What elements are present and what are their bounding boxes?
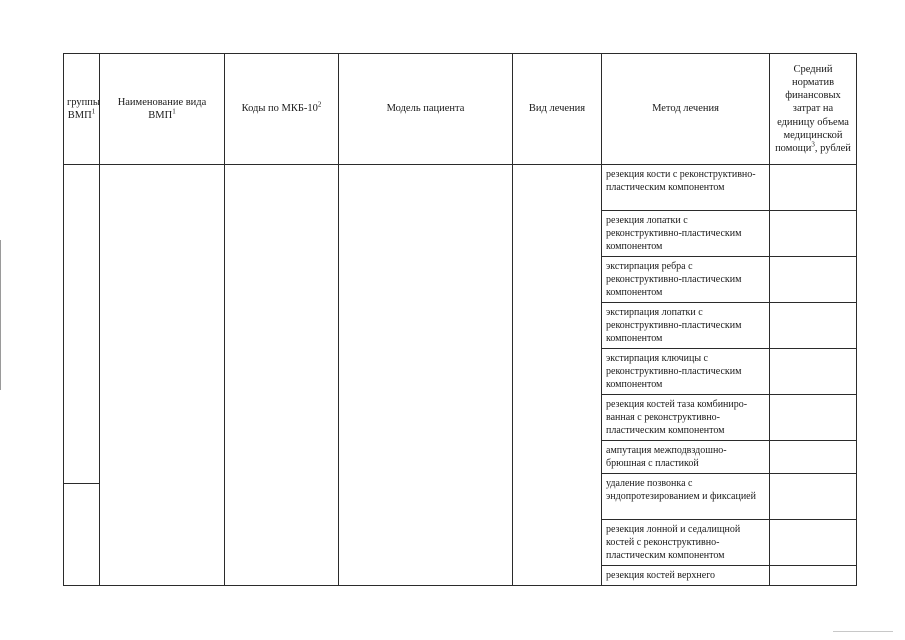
method-cell: резекция кости с реконструктивно-пластическим компонентом <box>602 165 770 211</box>
method-cell: экстирпация лопатки с реконструктивно-пластическим компонентом <box>602 303 770 349</box>
cost-cell <box>770 474 857 520</box>
header-vmp-name-label: Наименование вида ВМП <box>117 96 207 121</box>
method-cell: ампутация межподвздошно-брюшная с пластикой <box>602 441 770 474</box>
header-icd-codes-label: Коды по МКБ-10 <box>241 103 318 115</box>
header-treatment-type <box>513 54 602 165</box>
table-row <box>64 165 857 211</box>
method-cell: резекция костей таза комбиниро-ванная с реконструктивно-пластическим компонентом <box>602 395 770 441</box>
cost-cell <box>770 566 857 586</box>
header-patient-model-label: Модель пациента <box>386 103 465 115</box>
footnote-ref: 3 <box>811 140 815 149</box>
method-cell: резекция костей верхнего <box>602 566 770 586</box>
cell-vmp-name <box>100 165 225 586</box>
scan-margin-line <box>0 240 1 390</box>
header-avg-cost <box>770 54 857 165</box>
cell-treatment-type <box>513 165 602 586</box>
footnote-ref: 1 <box>172 107 176 116</box>
header-avg-cost-unit: , рублей <box>814 142 851 154</box>
cost-cell <box>770 441 857 474</box>
method-cell: резекция лопатки с реконструктивно-пластическим компонентом <box>602 211 770 257</box>
header-treatment-type-label: Вид лечения <box>528 103 586 115</box>
header-vmp-name <box>100 54 225 165</box>
header-group-vmp <box>64 54 100 165</box>
scan-mark <box>833 631 893 632</box>
header-treatment-method <box>602 54 770 165</box>
cell-icd-codes <box>225 165 339 586</box>
footnote-ref: 1 <box>91 107 96 116</box>
cost-cell <box>770 211 857 257</box>
cost-cell <box>770 165 857 211</box>
footnote-ref: 2 <box>317 100 322 109</box>
vmp-table <box>63 53 857 586</box>
cost-cell <box>770 349 857 395</box>
table-header-row <box>64 54 857 165</box>
cost-cell <box>770 303 857 349</box>
method-cell: экстирпация ключицы с реконструктивно-пластическим компонентом <box>602 349 770 395</box>
group-column-divider <box>63 483 99 484</box>
cost-cell <box>770 520 857 566</box>
cost-cell <box>770 395 857 441</box>
method-cell: экстирпация ребра с реконструктивно-пластическим компонентом <box>602 257 770 303</box>
method-cell: удаление позвонка с эндопротезированием и фиксацией <box>602 474 770 520</box>
header-group-vmp-label: группы ВМП <box>67 96 100 121</box>
header-avg-cost-label: Средний норматив финансовых затрат на единицу объема медицинской помощи <box>775 64 849 154</box>
method-cell: резекция лонной и седалищной костей с реконструктивно-пластическим компонентом <box>602 520 770 566</box>
header-patient-model <box>339 54 513 165</box>
cell-group-vmp <box>64 165 100 586</box>
cost-cell <box>770 257 857 303</box>
header-treatment-method-label: Метод лечения <box>652 103 719 115</box>
cell-patient-model <box>339 165 513 586</box>
header-icd-codes <box>225 54 339 165</box>
